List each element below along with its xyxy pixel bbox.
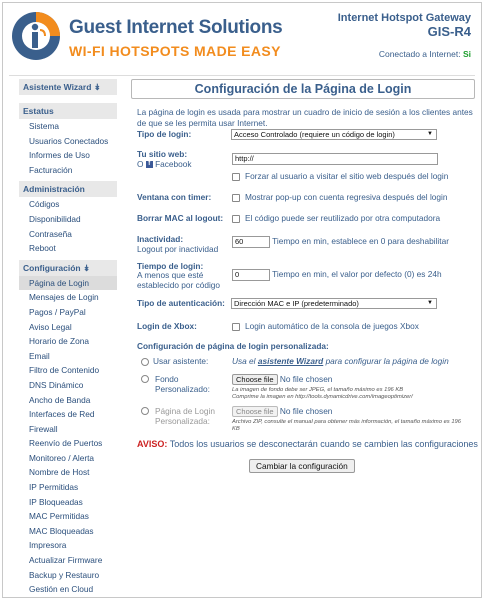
- product-name: Internet Hotspot Gateway: [337, 12, 471, 24]
- login-time-input[interactable]: 0: [232, 269, 270, 281]
- background-note-1: La imagen de fondo debe ser JPEG, el tamaño máximo es 196 KB: [232, 387, 404, 394]
- website-field: [232, 153, 438, 165]
- sidebar-item-codigos[interactable]: Códigos: [29, 199, 60, 210]
- custom-page-option-label: Página de Login Personalizada:: [155, 406, 215, 426]
- xbox-checkbox[interactable]: [232, 323, 240, 331]
- sidebar-item-impresora[interactable]: Impresora: [29, 540, 67, 551]
- product-model: GIS-R4: [427, 24, 471, 39]
- wizard-text-after: para configurar la página de login: [325, 356, 449, 366]
- sidebar-item-pagos-paypal[interactable]: Pagos / PayPal: [29, 306, 86, 317]
- inactivity-field: [232, 236, 449, 248]
- custom-heading: Configuración de página de login personalizada:: [137, 341, 329, 351]
- sidebar-item-ip-bloqueadas[interactable]: IP Bloqueadas: [29, 496, 83, 507]
- website-label: Tu sitio web:: [137, 149, 188, 159]
- login-time-sublabel: A menos que esté establecido por código: [137, 270, 221, 290]
- warning-text: Todos los usuarios se desconectarán cuando se cambien las configuraciones: [169, 439, 478, 449]
- brand-tagline: WI-FI HOTSPOTS MADE EASY: [69, 43, 281, 59]
- custom-page-option: [141, 406, 231, 426]
- auth-type-label: Tipo de autenticación:: [137, 298, 225, 308]
- timer-label: Ventana con timer:: [137, 192, 212, 202]
- sidebar-item-usuarios-conectados[interactable]: Usuarios Conectados: [29, 135, 109, 146]
- sidebar-item-mac-bloqueadas[interactable]: MAC Bloqueadas: [29, 525, 94, 536]
- page-title: Configuración de la Página de Login: [131, 79, 475, 99]
- row-warning: [137, 439, 478, 449]
- website-sublabel-prefix: O: [137, 159, 144, 169]
- timer-field: [232, 192, 447, 202]
- website-force-label: Forzar al usuario a visitar el sitio web después del login: [245, 171, 449, 181]
- connection-value: Si: [462, 49, 471, 59]
- website-label-group: [137, 149, 192, 169]
- sidebar-item-informes-de-uso[interactable]: Informes de Uso: [29, 150, 90, 161]
- intro-text: La página de login es usada para mostrar un cuadro de inicio de sesión a los clientes antes de que se les permita usar Internet.: [137, 107, 473, 128]
- inactivity-label-group: [137, 234, 218, 254]
- main-content: [131, 79, 478, 471]
- website-input[interactable]: http://: [232, 153, 438, 165]
- row-custom-heading: [137, 341, 475, 351]
- sidebar-section-configuracion[interactable]: Configuración ↡: [19, 260, 117, 276]
- website-force-checkbox[interactable]: [232, 173, 240, 181]
- xbox-field: [232, 321, 419, 331]
- sidebar-item-horario-de-zona[interactable]: Horario de Zona: [29, 336, 89, 347]
- mac-clear-checkbox-label: El código puede ser reutilizado por otra computadora: [245, 213, 441, 223]
- login-time-label: Tiempo de login:: [137, 261, 204, 271]
- sidebar-item-firewall[interactable]: Firewall: [29, 423, 58, 434]
- custom-page-file-button[interactable]: Choose file: [232, 406, 278, 417]
- auth-type-select[interactable]: [231, 298, 437, 309]
- background-file-field: [232, 374, 413, 401]
- inactivity-input[interactable]: 60: [232, 236, 270, 248]
- brand-logo-icon: [11, 11, 61, 61]
- login-time-label-group: [137, 261, 229, 290]
- login-time-hint: Tiempo en min, el valor por defecto (0) es 24h: [272, 269, 442, 280]
- sidebar-item-backup-y-restauro[interactable]: Backup y Restauro: [29, 569, 100, 580]
- chevron-down-icon: ▼: [427, 300, 433, 306]
- inactivity-label: Inactividad:: [137, 234, 184, 244]
- chevron-down-icon: ▼: [427, 131, 433, 137]
- sidebar-item-monitoreo-alerta[interactable]: Monitoreo / Alerta: [29, 452, 95, 463]
- sidebar-item-interfaces-de-red[interactable]: Interfaces de Red: [29, 409, 95, 420]
- connection-label: Conectado a Internet:: [378, 49, 461, 59]
- facebook-icon: f: [146, 161, 153, 168]
- inactivity-sublabel: Logout por inactividad: [137, 244, 219, 254]
- auth-type-value: Dirección MAC e IP (predeterminado): [234, 299, 359, 308]
- custom-page-no-file: No file chosen: [279, 406, 333, 416]
- facebook-label: Facebook: [155, 159, 192, 169]
- mac-clear-label: Borrar MAC al logout:: [137, 213, 224, 223]
- mac-clear-checkbox[interactable]: [232, 215, 240, 223]
- sidebar-item-reenvio-de-puertos[interactable]: Reenvío de Puertos: [29, 438, 103, 449]
- background-radio[interactable]: [141, 375, 149, 383]
- wizard-radio[interactable]: [141, 358, 149, 366]
- wizard-text: [232, 356, 449, 366]
- header: [3, 3, 481, 73]
- wizard-link[interactable]: asistente Wizard: [257, 356, 324, 366]
- background-option: [141, 374, 231, 394]
- inactivity-hint: Tiempo en min, establece en 0 para deshabilitar: [272, 236, 449, 247]
- sidebar-item-contrasena[interactable]: Contraseña: [29, 228, 72, 239]
- mac-clear-field: [232, 213, 440, 223]
- submit-button[interactable]: Cambiar la configuración: [249, 459, 355, 473]
- sidebar-item-gestion-en-cloud[interactable]: Gestión en Cloud: [29, 584, 94, 595]
- connection-status: [379, 49, 471, 59]
- brand-name: Guest Internet Solutions: [69, 17, 283, 38]
- sidebar-item-reboot[interactable]: Reboot: [29, 243, 56, 254]
- timer-checkbox-label: Mostrar pop-up con cuenta regresiva después del login: [245, 192, 448, 202]
- sidebar-item-dns-dinamico[interactable]: DNS Dinámico: [29, 379, 84, 390]
- wizard-text-before: Usa el: [232, 356, 256, 366]
- sidebar-item-pagina-de-login[interactable]: Página de Login: [19, 276, 117, 291]
- background-note-2: Comprime la imagen en http://tools.dynamicdrive.com/imageoptimizer/: [232, 394, 413, 401]
- sidebar-wizard[interactable]: Asistente Wizard ↡: [19, 79, 117, 95]
- sidebar-item-email[interactable]: Email: [29, 350, 50, 361]
- sidebar-item-ip-permitidas[interactable]: IP Permitidas: [29, 482, 79, 493]
- custom-page-note: Archivo ZIP, consulte el manual para obtener más información, el tamaño máximo es 196 KB: [232, 419, 461, 433]
- xbox-checkbox-label: Login automático de la consola de juegos Xbox: [245, 321, 419, 331]
- header-divider: [9, 75, 475, 76]
- login-type-select[interactable]: [231, 129, 437, 140]
- wizard-option-label: Usar asistente:: [153, 356, 209, 366]
- sidebar: [19, 79, 117, 598]
- custom-page-file-field: [232, 406, 462, 433]
- sidebar-item-nombre-de-host[interactable]: Nombre de Host: [29, 467, 90, 478]
- sidebar-item-actualizar-firmware[interactable]: Actualizar Firmware: [29, 555, 103, 566]
- product-info: [338, 12, 471, 38]
- website-sublabel: [137, 159, 192, 169]
- sidebar-item-ancho-de-banda[interactable]: Ancho de Banda: [29, 394, 91, 405]
- sidebar-item-facturacion[interactable]: Facturación: [29, 164, 73, 175]
- sidebar-section-estatus: Estatus: [19, 103, 117, 119]
- sidebar-item-mensajes-de-login[interactable]: Mensajes de Login: [29, 292, 99, 303]
- app-frame: [2, 2, 482, 598]
- wizard-option: [141, 356, 208, 366]
- custom-page-radio[interactable]: [141, 407, 149, 415]
- sidebar-item-mac-permitidas[interactable]: MAC Permitidas: [29, 511, 89, 522]
- xbox-label: Login de Xbox:: [137, 321, 197, 331]
- auth-type-field: [231, 298, 437, 309]
- login-type-value: Acceso Controlado (requiere un código de login): [234, 130, 395, 139]
- background-no-file: No file chosen: [279, 374, 333, 384]
- background-file-button[interactable]: Choose file: [232, 374, 278, 385]
- login-time-field: [232, 269, 442, 281]
- sidebar-item-sistema[interactable]: Sistema: [29, 121, 59, 131]
- sidebar-item-disponibilidad[interactable]: Disponibilidad: [29, 213, 81, 224]
- sidebar-item-filtro-de-contenido[interactable]: Filtro de Contenido: [29, 365, 100, 376]
- website-force-field: [232, 171, 448, 181]
- background-option-label: Fondo Personalizado:: [155, 374, 210, 394]
- sidebar-item-aviso-legal[interactable]: Aviso Legal: [29, 321, 72, 332]
- timer-checkbox[interactable]: [232, 194, 240, 202]
- sidebar-section-administracion: Administración: [19, 181, 117, 197]
- login-type-label: Tipo de login:: [137, 129, 192, 139]
- warning-key: AVISO:: [137, 439, 168, 449]
- login-type-field: [231, 129, 437, 140]
